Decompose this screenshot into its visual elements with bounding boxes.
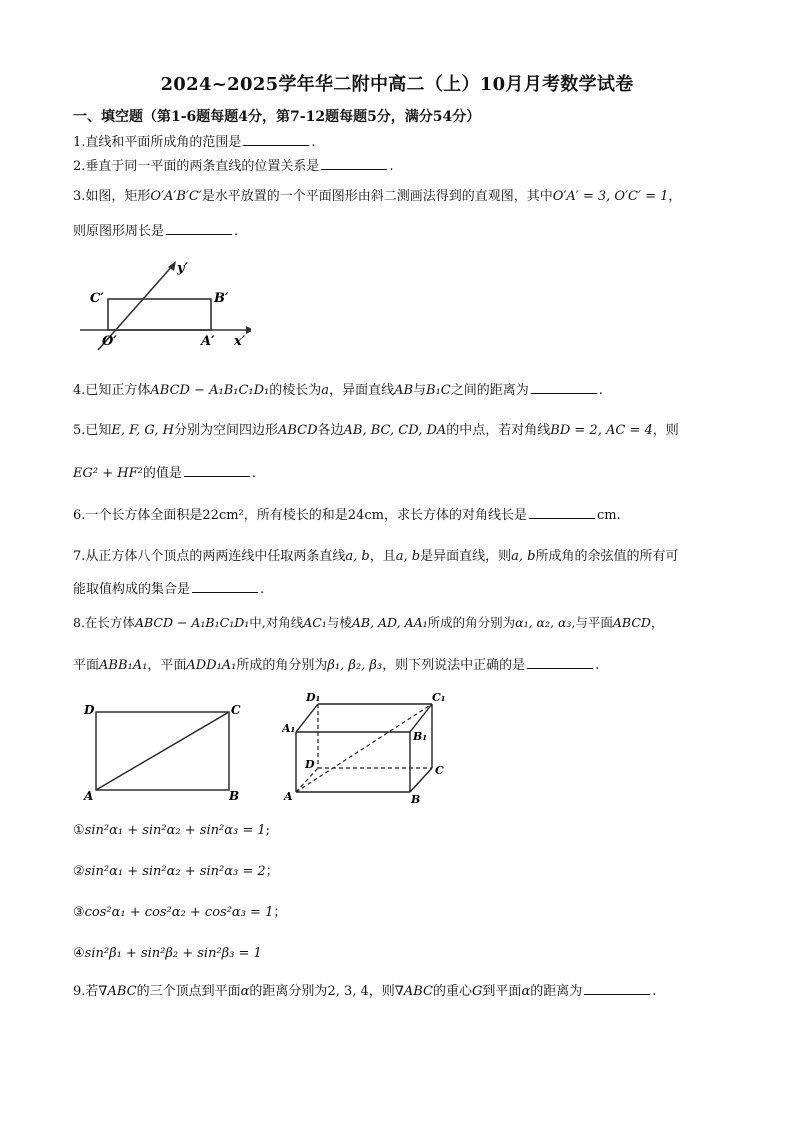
q5-diag: BD = 2, AC = 4 xyxy=(550,423,653,438)
section-header: 一、填空题（第1-6题每题4分，第7-12题每题5分，满分54分） xyxy=(73,109,481,125)
label-a: A′ xyxy=(201,334,215,349)
figure-q8-rectangle xyxy=(80,698,250,806)
q5-end: . xyxy=(251,466,256,481)
q9-text-g: 的距离为 xyxy=(530,984,583,999)
q5-expr: EG² + HF² xyxy=(73,466,143,481)
q8-betas: β₁, β₂, β₃ xyxy=(327,658,383,673)
q8-l2a: 平面 xyxy=(73,658,100,673)
q9-centroid: G xyxy=(472,984,483,999)
figure-q8-cuboid xyxy=(282,690,457,808)
q7-lines-3: a, b xyxy=(511,549,536,564)
q7-line2: 能取值构成的集合是 xyxy=(73,582,191,597)
label-o: O′ xyxy=(102,334,117,349)
q8-alphas: α₁, α₂, α₃ xyxy=(515,615,572,630)
label-c: C′ xyxy=(90,291,104,306)
q3-text: 3.如图，矩形 xyxy=(73,189,151,204)
q8-l2b: ，平面 xyxy=(147,658,187,673)
q5-text-e: ，则 xyxy=(652,423,679,438)
label-y: y′ xyxy=(177,261,188,276)
answer-blank[interactable] xyxy=(184,464,250,477)
option-mark: ① xyxy=(73,823,85,838)
q9-text-c: 的距离分别为 xyxy=(249,984,328,999)
question-6 xyxy=(73,506,621,525)
figure-q3-oblique-rectangle xyxy=(76,255,251,355)
option-expr: sin²α₁ + sin²α₂ + sin²α₃ = 1 xyxy=(84,823,266,838)
question-5-line-2 xyxy=(73,464,256,483)
q5-text-d: 的中点，若对角线 xyxy=(446,423,551,438)
q4-end: . xyxy=(598,383,603,398)
q7-text-d: 所成角的余弦值的所有可 xyxy=(535,549,679,564)
q3-text-end: ， xyxy=(668,189,682,204)
q9-text-b: 的三个顶点到平面 xyxy=(136,984,241,999)
question-7-line-1 xyxy=(73,548,678,566)
option-end: ； xyxy=(265,864,279,879)
answer-blank[interactable] xyxy=(166,222,232,235)
q8-text: 8.在长方体 xyxy=(73,615,135,630)
q8-text-e: ,与平面 xyxy=(571,615,613,630)
q8-plane2: ABB₁A₁ xyxy=(99,658,148,673)
q6-unit: cm xyxy=(596,508,617,523)
q3-text-b: 是水平放置的一个平面图形由斜二测画法得到的直观图，其中 xyxy=(201,189,553,204)
q4-line2: B₁C xyxy=(426,383,451,398)
q8-option-4 xyxy=(73,945,262,963)
q7-lines-2: a, b xyxy=(395,549,421,564)
q6-text-c: ，求长方体的对角线长是 xyxy=(383,508,527,523)
option-end: ; xyxy=(265,823,270,838)
label-a: A xyxy=(84,789,94,803)
q8-l2d: ，则下列说法中正确的是 xyxy=(382,658,526,673)
q9-text: 9.若 xyxy=(73,984,99,999)
x-axis-arrow xyxy=(246,326,251,334)
q5-edges: AB, BC, CD, DA xyxy=(343,423,447,438)
q5-text-f: 的值是 xyxy=(142,466,182,481)
q6-length: 24cm xyxy=(347,508,384,523)
q3-rect-name: O′A′B′C′ xyxy=(150,189,202,204)
q9-text-f: 到平面 xyxy=(482,984,522,999)
option-mark: ④ xyxy=(73,946,85,961)
q7-text-c: 是异面直线，则 xyxy=(420,549,512,564)
question-3-line-2 xyxy=(73,222,238,241)
q5-text: 5.已知 xyxy=(73,423,112,438)
question-4 xyxy=(73,381,603,400)
q6-area: 22cm² xyxy=(202,508,244,523)
answer-blank[interactable] xyxy=(243,133,309,146)
q4-edge: a xyxy=(321,383,330,398)
edge-b1c1 xyxy=(410,704,432,732)
q4-text-d: 与 xyxy=(413,383,427,398)
q5-points: E, F, G, H xyxy=(111,423,174,438)
q2-text: 2.垂直于同一平面的两条直线的位置关系是 xyxy=(73,159,320,174)
q8-end: . xyxy=(595,658,600,673)
q3-end: . xyxy=(234,224,239,239)
label-b1: B₁ xyxy=(413,730,428,743)
diagonal-ac1 xyxy=(296,704,432,792)
label-c: C xyxy=(231,703,241,717)
question-9 xyxy=(73,982,656,1001)
question-2 xyxy=(73,157,394,176)
q4-text-c: ，异面直线 xyxy=(329,383,395,398)
question-8-line-1 xyxy=(73,614,663,632)
q8-text-d: 所成的角分别为 xyxy=(427,615,516,630)
q3-given: O′A′ = 3, O′C′ = 1 xyxy=(552,189,669,204)
answer-blank[interactable] xyxy=(531,381,597,394)
label-b: B′ xyxy=(214,291,229,306)
q9-alpha-2: α xyxy=(521,984,531,999)
q1-end: . xyxy=(311,135,316,150)
question-1 xyxy=(73,133,316,152)
option-end: ； xyxy=(273,905,287,920)
q4-text-e: 之间的距离为 xyxy=(450,383,529,398)
option-expr: cos²α₁ + cos²α₂ + cos²α₃ = 1 xyxy=(84,905,274,920)
q8-option-2 xyxy=(73,863,279,881)
q4-text-b: 的棱长为 xyxy=(269,383,322,398)
q8-diag: AC₁ xyxy=(303,615,327,630)
question-3-line-1 xyxy=(73,188,681,206)
answer-blank[interactable] xyxy=(321,157,387,170)
q9-alpha: α xyxy=(240,984,250,999)
edge-a1d1 xyxy=(296,704,318,732)
q9-end: . xyxy=(652,984,657,999)
q6-text: 6.一个长方体全面积是 xyxy=(73,508,203,523)
label-d: D xyxy=(84,703,95,717)
label-a1: A₁ xyxy=(282,722,296,735)
label-c1: C₁ xyxy=(432,691,446,704)
q4-cube: ABCD − A₁B₁C₁D₁ xyxy=(150,383,270,398)
q8-text-f: ， xyxy=(650,615,664,630)
q8-plane1: ABCD xyxy=(612,615,651,630)
q9-triangle: ∇ABC xyxy=(98,984,137,999)
option-mark: ② xyxy=(73,864,85,879)
q6-text-b: ，所有棱长的和是 xyxy=(243,508,348,523)
q8-text-c: 与棱 xyxy=(326,615,352,630)
option-mark: ③ xyxy=(73,905,85,920)
label-b: B xyxy=(411,793,421,806)
option-expr: sin²β₁ + sin²β₂ + sin²β₃ = 1 xyxy=(84,946,262,961)
q6-end: . xyxy=(616,508,621,523)
q7-end: . xyxy=(260,582,265,597)
q9-distances: 2, 3, 4 xyxy=(327,984,369,999)
q7-lines: a, b xyxy=(345,549,370,564)
q8-option-1 xyxy=(73,822,270,840)
answer-blank[interactable] xyxy=(529,506,595,519)
q8-l2c: 所成的角分别为 xyxy=(236,658,328,673)
label-d1: D₁ xyxy=(306,691,321,704)
edge-bc xyxy=(410,768,432,792)
q9-text-d: ，则 xyxy=(368,984,395,999)
question-7-line-2 xyxy=(73,580,264,599)
question-8-line-2 xyxy=(73,656,599,675)
page-title: 2024~2025学年华二附中高二（上）10月月考数学试卷 xyxy=(160,74,634,95)
label-d: D xyxy=(305,758,315,771)
label-b: B xyxy=(229,789,240,803)
label-a: A xyxy=(284,790,293,803)
q2-end: . xyxy=(389,159,394,174)
q9-text-e: 的重心 xyxy=(433,984,473,999)
diagonal-ac xyxy=(96,712,229,790)
q9-triangle-2: ∇ABC xyxy=(394,984,434,999)
q8-edges: AB, AD, AA₁ xyxy=(351,615,428,630)
q8-text-b: 中,对角线 xyxy=(249,615,304,630)
answer-blank[interactable] xyxy=(192,580,258,593)
question-5-line-1 xyxy=(73,422,679,440)
q4-line1: AB xyxy=(394,383,414,398)
label-x: x′ xyxy=(234,334,246,349)
option-expr: sin²α₁ + sin²α₂ + sin²α₃ = 2 xyxy=(84,864,266,879)
q5-quad: ABCD xyxy=(277,423,318,438)
q7-text: 7.从正方体八个顶点的两两连线中任取两条直线 xyxy=(73,549,346,564)
q5-text-b: 分别为空间四边形 xyxy=(173,423,278,438)
answer-blank[interactable] xyxy=(584,982,650,995)
answer-blank[interactable] xyxy=(527,656,593,669)
q8-plane3: ADD₁A₁ xyxy=(186,658,237,673)
q8-option-3 xyxy=(73,904,286,922)
q8-box: ABCD − A₁B₁C₁D₁ xyxy=(134,615,250,630)
rectangle xyxy=(108,299,211,330)
q4-text: 4.已知正方体 xyxy=(73,383,151,398)
q1-text: 1.直线和平面所成角的范围是 xyxy=(73,135,242,150)
q3-line2: 则原图形周长是 xyxy=(73,224,165,239)
label-c: C xyxy=(435,764,444,777)
q5-text-c: 各边 xyxy=(317,423,344,438)
q7-text-b: ，且 xyxy=(369,549,396,564)
